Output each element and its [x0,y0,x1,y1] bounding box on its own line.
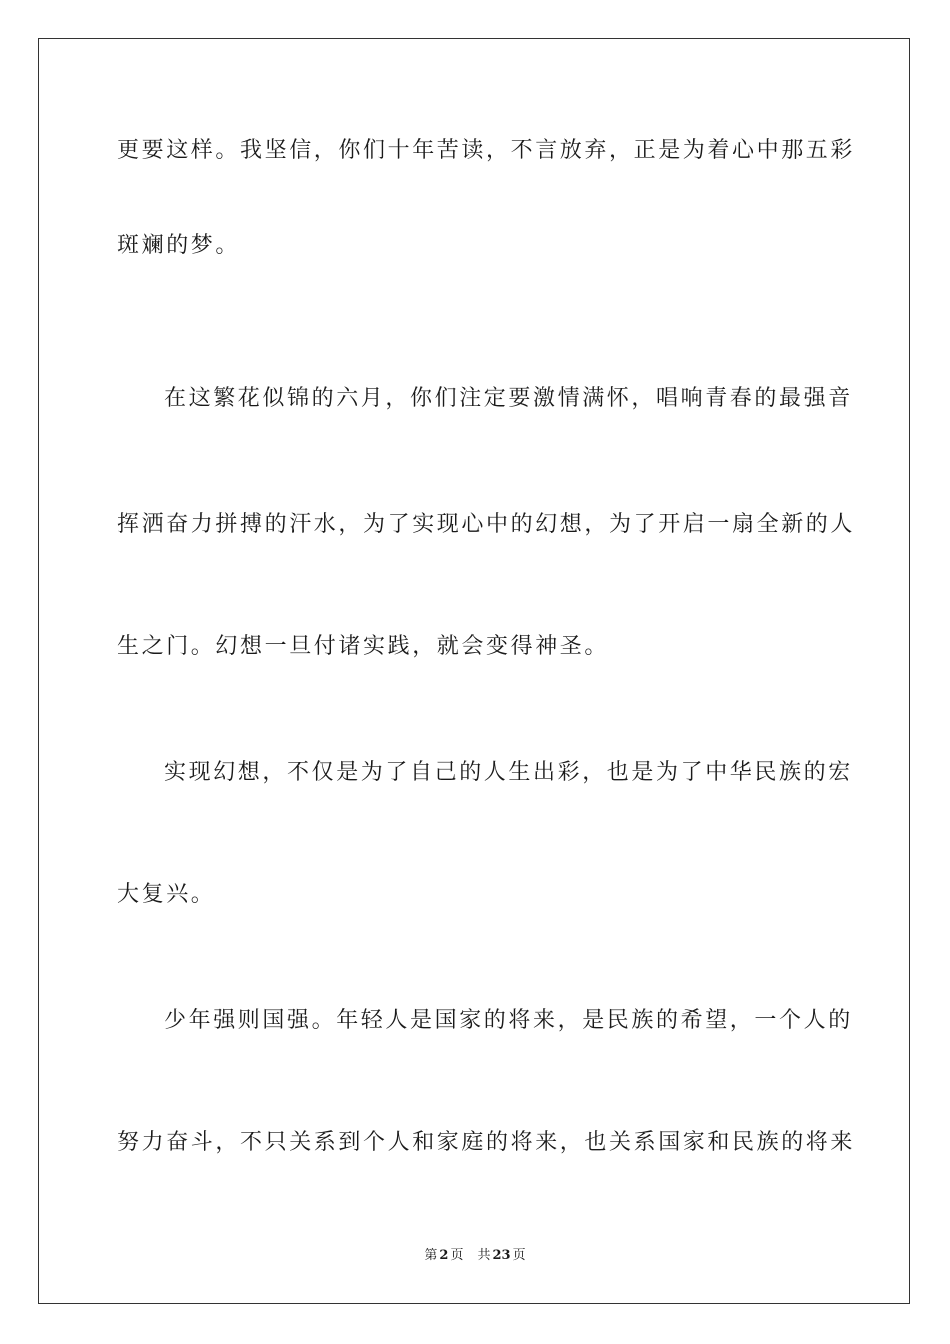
total-prefix: 共 [477,1248,491,1263]
paragraph-line: 少年强则国强。年轻人是国家的将来，是民族的希望，一个人的 [164,1008,853,1033]
page-footer [0,1247,950,1265]
page-number: 2 [439,1248,449,1263]
total-pages: 23 [492,1248,511,1263]
total-suffix: 页 [512,1248,526,1263]
paragraph-line: 斑斓的梦。 [117,233,241,258]
page-frame [38,38,910,1304]
paragraph-line: 更要这样。我坚信，你们十年苦读，不言放弃，正是为着心中那五彩 [117,138,856,163]
paragraph-line: 努力奋斗，不只关系到个人和家庭的将来，也关系国家和民族的将来 [117,1130,856,1155]
paragraph-line: 生之门。幻想一旦付诸实践，就会变得神圣。 [117,634,610,659]
page-suffix: 页 [450,1248,464,1263]
paragraph-line: 实现幻想，不仅是为了自己的人生出彩，也是为了中华民族的宏 [164,760,853,785]
page-prefix: 第 [424,1248,438,1263]
paragraph-line: 大复兴。 [117,882,216,907]
paragraph-line: 挥洒奋力拼搏的汗水，为了实现心中的幻想，为了开启一扇全新的人 [117,512,856,537]
paragraph-line: 在这繁花似锦的六月，你们注定要激情满怀，唱响青春的最强音 [164,386,853,411]
